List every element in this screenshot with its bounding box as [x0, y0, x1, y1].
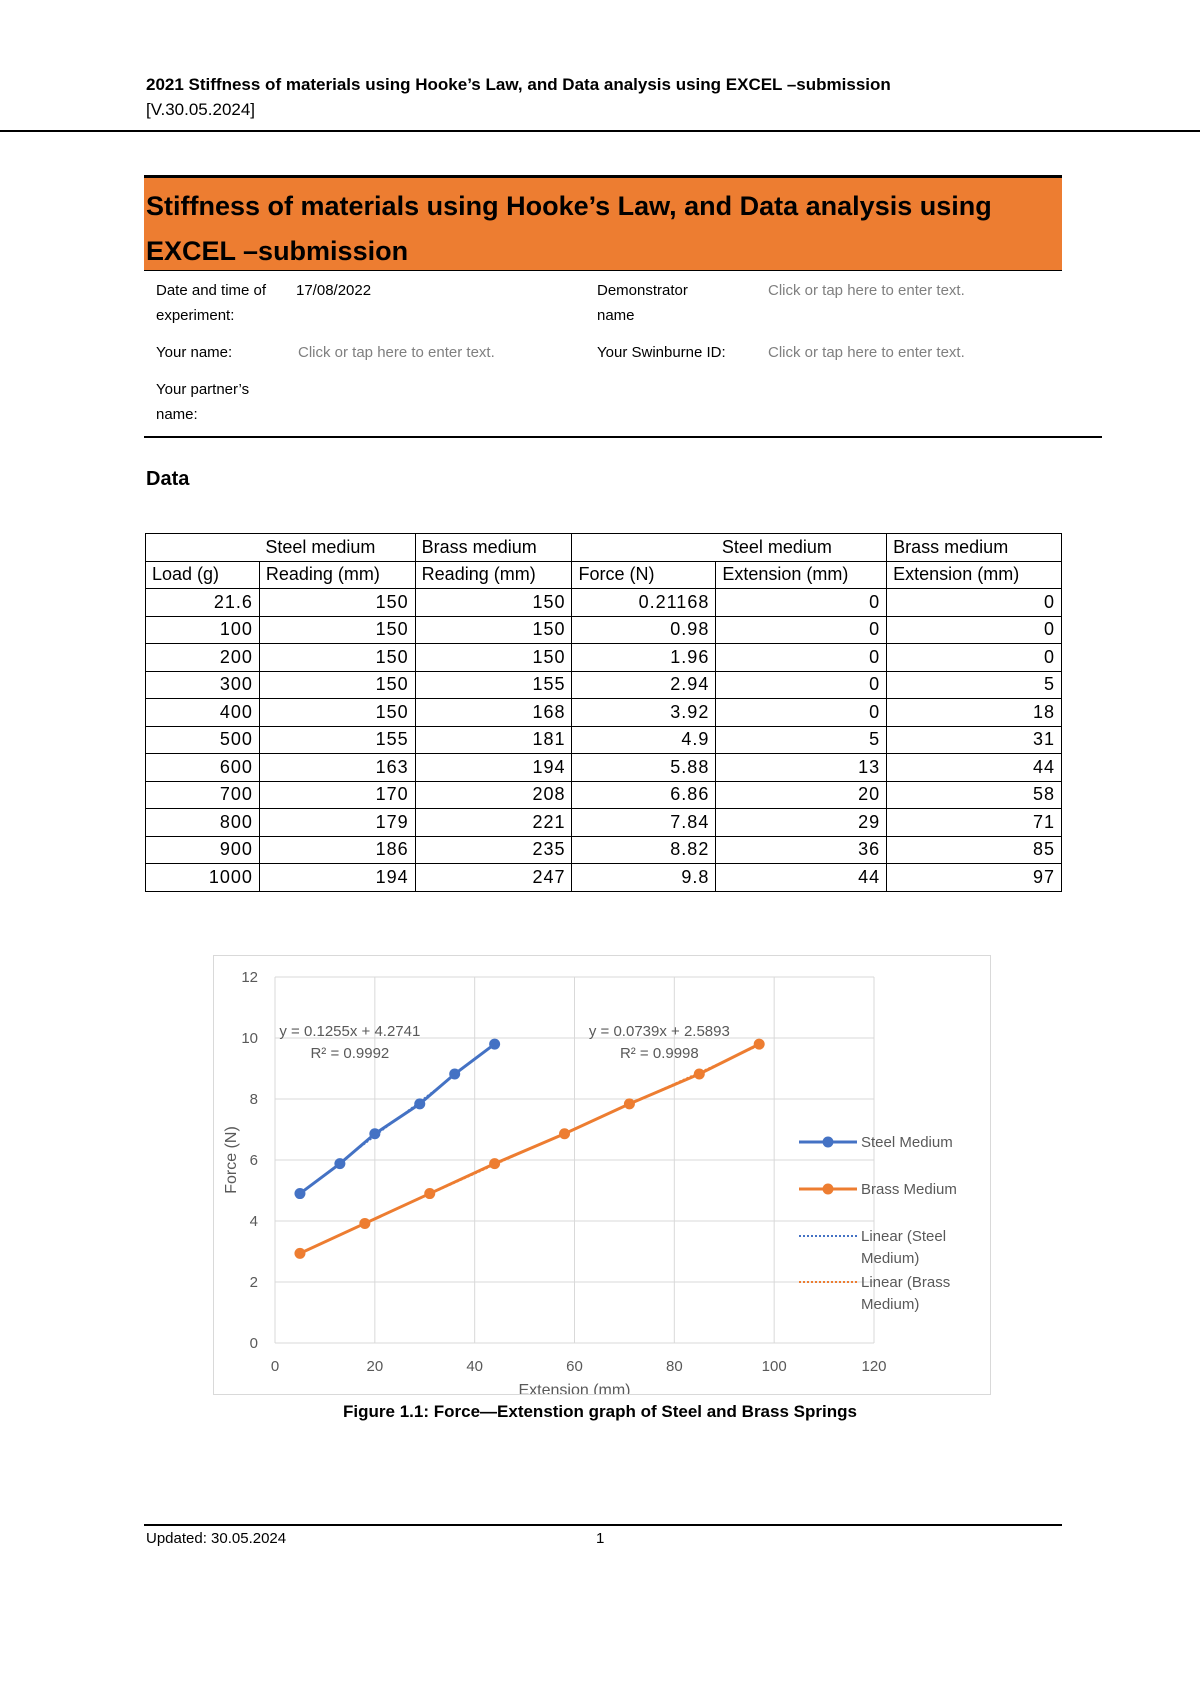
table-row — [146, 781, 1062, 809]
table-cell: 0 — [887, 644, 1062, 672]
legend-marker-0 — [823, 1137, 834, 1148]
table-cell: 700 — [146, 781, 260, 809]
data-point — [754, 1039, 765, 1050]
y-tick-label: 12 — [241, 969, 258, 986]
table-row — [146, 836, 1062, 864]
group-header-blank-1 — [146, 534, 260, 562]
data-table — [145, 533, 1062, 892]
table-cell: 21.6 — [146, 589, 260, 617]
table-row — [146, 616, 1062, 644]
x-tick-label: 120 — [861, 1358, 887, 1375]
table-row — [146, 864, 1062, 892]
y-tick-label: 10 — [241, 1030, 258, 1047]
legend-trend-label: Linear (Steel Medium) — [861, 1228, 947, 1267]
table-cell: 0.98 — [572, 616, 716, 644]
table-cell: 800 — [146, 809, 260, 837]
table-group-header-row — [146, 534, 1062, 562]
document-title-line-1: Stiffness of materials using Hooke’s Law, and Data analysis using — [146, 191, 992, 221]
table-cell: 18 — [887, 699, 1062, 727]
data-point — [294, 1188, 305, 1199]
table-cell: 400 — [146, 699, 260, 727]
demonstrator-field[interactable]: Click or tap here to enter text. — [768, 282, 965, 299]
table-cell: 5.88 — [572, 754, 716, 782]
data-point — [424, 1188, 435, 1199]
table-cell: 58 — [887, 781, 1062, 809]
table-cell: 168 — [415, 699, 572, 727]
table-cell: 179 — [259, 809, 415, 837]
group-header-brass: Brass medium — [415, 534, 572, 562]
trend-r2: R² = 0.9992 — [310, 1045, 390, 1062]
x-tick-label: 40 — [466, 1358, 484, 1375]
table-cell: 181 — [415, 726, 572, 754]
table-cell: 194 — [259, 864, 415, 892]
column-header-steel-reading: Reading (mm) — [259, 561, 415, 589]
data-point — [449, 1068, 460, 1079]
y-tick-label: 4 — [249, 1213, 258, 1230]
table-cell: 9.8 — [572, 864, 716, 892]
table-cell: 208 — [415, 781, 572, 809]
table-cell: 2.94 — [572, 671, 716, 699]
table-cell: 155 — [259, 726, 415, 754]
y-tick-label: 2 — [249, 1274, 258, 1291]
trend-equation: y = 0.0739x + 2.5893 — [588, 1023, 730, 1040]
data-point — [369, 1128, 380, 1139]
table-cell: 0 — [716, 699, 887, 727]
info-divider — [144, 436, 1102, 438]
footer-updated: Updated: 30.05.2024 — [146, 1530, 287, 1547]
data-heading: Data — [146, 468, 190, 490]
trend-r2: R² = 0.9998 — [619, 1045, 699, 1062]
table-cell: 6.86 — [572, 781, 716, 809]
column-header-steel-extension: Extension (mm) — [716, 561, 887, 589]
footer-divider — [144, 1524, 1062, 1526]
table-row — [146, 809, 1062, 837]
chart-area — [213, 955, 991, 1395]
y-tick-label: 8 — [249, 1091, 258, 1108]
table-cell: 500 — [146, 726, 260, 754]
table-cell: 150 — [259, 671, 415, 699]
table-cell: 31 — [887, 726, 1062, 754]
header-title: 2021 Stiffness of materials using Hooke’s Law, and Data analysis using EXCEL –submission — [146, 75, 891, 94]
x-tick-label: 80 — [665, 1358, 683, 1375]
column-header-brass-reading: Reading (mm) — [415, 561, 572, 589]
group-header-steel: Steel medium — [259, 534, 415, 562]
force-extension-chart — [214, 956, 990, 1394]
table-row — [146, 699, 1062, 727]
table-cell: 71 — [887, 809, 1062, 837]
table-cell: 44 — [716, 864, 887, 892]
running-header — [146, 72, 1046, 122]
swinburne-id-label: Your Swinburne ID: — [597, 344, 726, 361]
table-cell: 900 — [146, 836, 260, 864]
table-cell: 0 — [887, 616, 1062, 644]
your-name-label: Your name: — [156, 344, 233, 361]
table-cell: 170 — [259, 781, 415, 809]
y-axis-title: Force (N) — [223, 1126, 240, 1194]
group-header-steel-ext: Steel medium — [716, 534, 887, 562]
series-line-0 — [300, 1044, 495, 1193]
y-tick-label: 0 — [249, 1335, 258, 1352]
table-cell: 36 — [716, 836, 887, 864]
table-body — [146, 589, 1062, 892]
swinburne-id-field[interactable]: Click or tap here to enter text. — [768, 344, 965, 361]
demonstrator-label: Demonstrator name — [597, 282, 688, 324]
table-cell: 100 — [146, 616, 260, 644]
data-point — [559, 1128, 570, 1139]
data-point — [334, 1158, 345, 1169]
x-tick-label: 100 — [761, 1358, 787, 1375]
table-cell: 150 — [259, 644, 415, 672]
table-cell: 300 — [146, 671, 260, 699]
table-row — [146, 726, 1062, 754]
table-cell: 5 — [887, 671, 1062, 699]
table-cell: 600 — [146, 754, 260, 782]
partner-label: Your partner’s name: — [156, 381, 250, 423]
table-cell: 155 — [415, 671, 572, 699]
table-cell: 0 — [716, 644, 887, 672]
y-tick-label: 6 — [249, 1152, 258, 1169]
table-cell: 150 — [259, 589, 415, 617]
data-point — [414, 1098, 425, 1109]
table-column-header-row — [146, 561, 1062, 589]
legend-marker-1 — [823, 1184, 834, 1195]
table-cell: 150 — [415, 644, 572, 672]
table-cell: 0 — [887, 589, 1062, 617]
table-cell: 150 — [259, 616, 415, 644]
legend-trend-label: Linear (Brass Medium) — [861, 1274, 951, 1313]
data-point — [624, 1098, 635, 1109]
table-cell: 1.96 — [572, 644, 716, 672]
table-cell: 0.21168 — [572, 589, 716, 617]
header-version: [V.30.05.2024] — [146, 100, 256, 119]
x-tick-label: 60 — [566, 1358, 583, 1375]
table-cell: 4.9 — [572, 726, 716, 754]
data-point — [489, 1039, 500, 1050]
table-cell: 5 — [716, 726, 887, 754]
table-cell: 163 — [259, 754, 415, 782]
table-cell: 0 — [716, 616, 887, 644]
data-point — [489, 1158, 500, 1169]
page-number: 1 — [596, 1530, 605, 1547]
data-point — [359, 1218, 370, 1229]
x-axis-title: Extension (mm) — [518, 1382, 631, 1394]
data-point — [294, 1248, 305, 1259]
table-cell: 97 — [887, 864, 1062, 892]
column-header-force: Force (N) — [572, 561, 716, 589]
x-tick-label: 0 — [270, 1358, 280, 1375]
group-header-brass-ext: Brass medium — [887, 534, 1062, 562]
table-row — [146, 589, 1062, 617]
table-cell: 44 — [887, 754, 1062, 782]
x-tick-label: 20 — [366, 1358, 384, 1375]
table-row — [146, 644, 1062, 672]
table-cell: 194 — [415, 754, 572, 782]
data-point — [694, 1068, 705, 1079]
table-cell: 186 — [259, 836, 415, 864]
table-cell: 13 — [716, 754, 887, 782]
table-cell: 0 — [716, 589, 887, 617]
trend-equation: y = 0.1255x + 4.2741 — [279, 1023, 421, 1040]
table-cell: 150 — [415, 616, 572, 644]
table-row — [146, 671, 1062, 699]
table-cell: 8.82 — [572, 836, 716, 864]
legend-label: Brass Medium — [861, 1181, 957, 1198]
your-name-field[interactable]: Click or tap here to enter text. — [298, 344, 495, 361]
table-cell: 150 — [415, 589, 572, 617]
table-cell: 3.92 — [572, 699, 716, 727]
column-header-load: Load (g) — [146, 561, 260, 589]
document-title-line-2: EXCEL –submission — [146, 236, 409, 266]
header-divider — [0, 130, 1200, 132]
column-header-brass-extension: Extension (mm) — [887, 561, 1062, 589]
document-title-band — [144, 175, 1062, 271]
table-cell: 150 — [259, 699, 415, 727]
date-label: Date and time of experiment: — [156, 282, 267, 324]
table-row — [146, 754, 1062, 782]
table-cell: 20 — [716, 781, 887, 809]
table-cell: 247 — [415, 864, 572, 892]
table-cell: 200 — [146, 644, 260, 672]
table-cell: 221 — [415, 809, 572, 837]
figure-caption: Figure 1.1: Force—Extenstion graph of Steel and Brass Springs — [343, 1402, 857, 1421]
table-cell: 0 — [716, 671, 887, 699]
table-cell: 85 — [887, 836, 1062, 864]
table-cell: 29 — [716, 809, 887, 837]
table-cell: 7.84 — [572, 809, 716, 837]
legend-label: Steel Medium — [861, 1134, 953, 1151]
date-value[interactable]: 17/08/2022 — [296, 282, 372, 299]
table-cell: 235 — [415, 836, 572, 864]
table-cell: 1000 — [146, 864, 260, 892]
group-header-blank-2 — [572, 534, 716, 562]
